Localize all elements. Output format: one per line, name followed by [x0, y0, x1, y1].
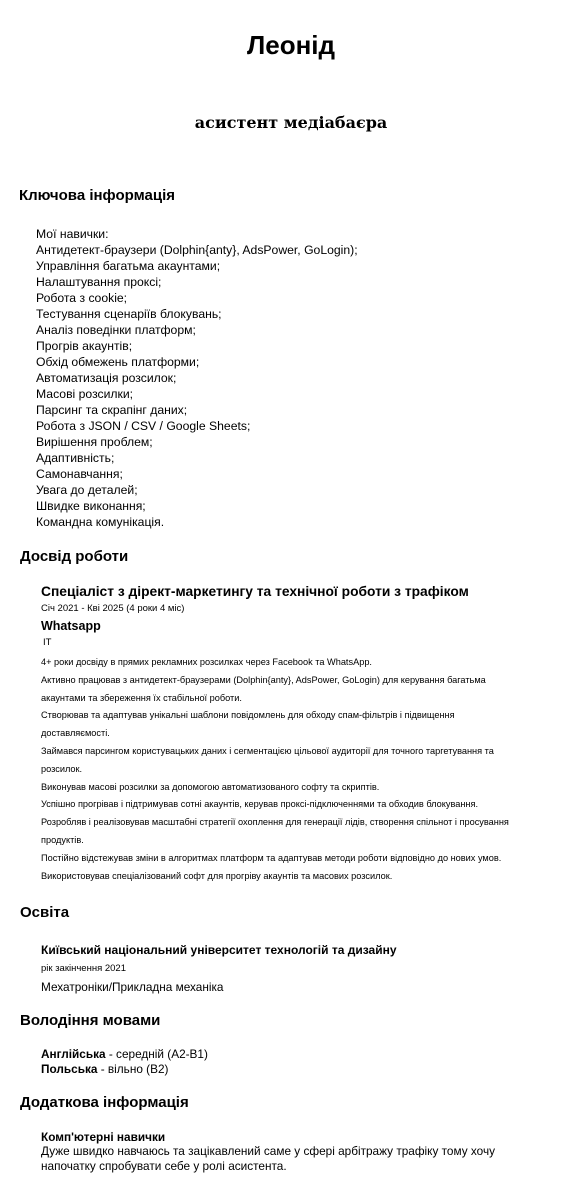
skill-item: Антидетект-браузери (Dolphin{anty}, AdsPower, GoLogin);	[36, 243, 358, 257]
skill-item: Тестування сценаріїв блокувань;	[36, 307, 222, 321]
language-name: Англійська	[41, 1047, 106, 1061]
desired-position: асистент медіабаєра	[194, 113, 388, 132]
skill-item: Швидке виконання;	[36, 499, 146, 513]
candidate-name: Леонід	[246, 30, 336, 60]
duty-line: Активно працював з антидетект-браузерами (Dolphin{anty}, AdsPower, GoLogin) для керування багатьма	[41, 674, 486, 685]
skill-item: Налаштування проксі;	[36, 275, 162, 289]
skill-item: Обхід обмежень платформи;	[36, 355, 200, 369]
skill-item: Парсинг та скрапінг даних;	[36, 403, 188, 417]
duty-line: 4+ роки досвіду в прямих рекламних розсилках через Facebook та WhatsApp.	[41, 657, 372, 667]
section-title-experience: Досвід роботи	[20, 548, 129, 565]
duty-line: розсилок.	[41, 763, 83, 774]
company-name: Whatsapp	[41, 619, 101, 633]
skill-item: Прогрів акаунтів;	[36, 339, 133, 353]
skill-item: Адаптивність;	[36, 451, 115, 465]
language-level: - середній (A2-B1)	[105, 1047, 208, 1061]
duty-line: Займався парсингом користувацьких даних і сегментацією цільової аудиторії для точного таргетування та	[41, 745, 494, 756]
skill-item: Вирішення проблем;	[36, 435, 153, 449]
skill-item: Аналіз поведінки платформ;	[36, 323, 196, 337]
job-period: Січ 2021 - Кві 2025 (4 роки 4 міс)	[41, 603, 185, 614]
duty-line: доставляємості.	[41, 728, 110, 739]
language-item	[41, 1047, 208, 1062]
skill-item: Робота з JSON / CSV / Google Sheets;	[36, 419, 251, 433]
section-title-education: Освіта	[20, 904, 70, 921]
education-graduation: рік закінчення 2021	[41, 963, 126, 974]
duty-line: Постійно відстежував зміни в алгоритмах платформ та адаптував методи роботи відповідно до нових умов.	[41, 852, 502, 863]
section-title-additional: Додаткова інформація	[20, 1094, 189, 1111]
education-major: Мехатроніки/Прикладна механіка	[41, 980, 224, 994]
company-industry: IT	[43, 637, 52, 648]
skill-item: Робота з cookie;	[36, 291, 128, 305]
duty-line: акаунтами та збереження їх стабільної роботи.	[41, 692, 242, 703]
skill-item: Самонавчання;	[36, 467, 123, 481]
skill-item: Автоматизація розсилок;	[36, 371, 177, 385]
additional-subtitle: Комп'ютерні навички	[41, 1130, 166, 1144]
skills-list	[36, 226, 358, 530]
language-name: Польська	[41, 1062, 98, 1076]
job-title: Спеціаліст з дірект-маркетингу та технічної роботи з трафіком	[41, 584, 469, 599]
duty-line: Розробляв і реалізовував масштабні стратегії охоплення для генерації лідів, створення спільнот і просування	[41, 817, 509, 828]
section-title-languages: Володіння мовами	[20, 1012, 161, 1029]
language-level: - вільно (B2)	[97, 1062, 169, 1076]
skill-item: Увага до деталей;	[36, 483, 138, 497]
skill-item: Масові розсилки;	[36, 387, 134, 401]
duty-line: Виконував масові розсилки за допомогою автоматизованого софту та скриптів.	[41, 781, 380, 792]
duty-line: Успішно прогрівав і підтримував сотні акаунтів, керував проксі-підключеннями та обходив блокування.	[41, 799, 479, 810]
job-duties	[41, 654, 561, 885]
language-item	[41, 1062, 168, 1077]
skill-item: Управління багатьма акаунтами;	[36, 259, 221, 273]
education-school: Київський національний університет технологій та дизайну	[41, 943, 397, 957]
duty-line: Створював та адаптував унікальні шаблони повідомлень для обходу спам-фільтрів і підвищення	[41, 710, 455, 721]
skills-heading: Мої навички:	[36, 227, 109, 241]
additional-text: Дуже швидко навчаюсь та зацікавлений саме у сфері арбітражу трафіку тому хочу напочатку спробувати себе у ролі асистента.	[41, 1144, 496, 1173]
duty-line: Використовував спеціалізований софт для прогріву акаунтів та масових розсилок.	[41, 870, 393, 881]
section-title-key-info: Ключова інформація	[19, 187, 175, 204]
duty-line: продуктів.	[41, 834, 84, 845]
skill-item: Командна комунікація.	[36, 515, 165, 529]
